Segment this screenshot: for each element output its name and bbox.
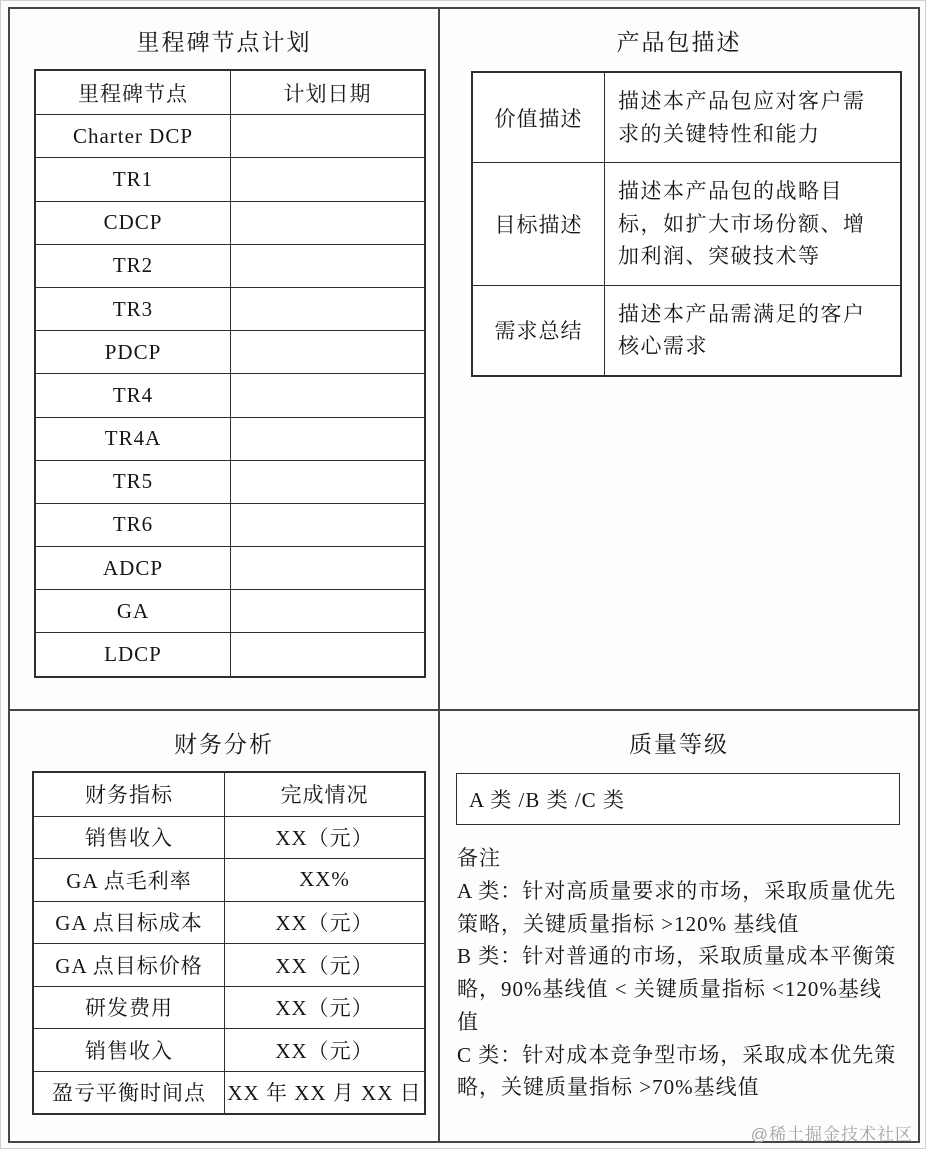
finance-indicator-label: GA 点毛利率 xyxy=(66,868,192,893)
finance-header-indicator: 财务指标 xyxy=(85,783,173,808)
plan-date-cell xyxy=(230,590,424,632)
milestone-node-label: PDCP xyxy=(104,339,162,364)
product-row-desc: 描述本产品包的战略目标，如扩大市场份额、增加利润、突破技术等 xyxy=(604,163,900,285)
table-row xyxy=(36,546,424,589)
section-quality xyxy=(440,711,918,1141)
plan-date-cell xyxy=(230,202,424,244)
milestone-section-title: 里程碑节点计划 xyxy=(136,30,312,55)
finance-indicator-label: 销售收入 xyxy=(85,826,173,851)
section-milestone-plan xyxy=(10,9,440,711)
plan-date-cell xyxy=(230,115,424,157)
milestone-node-label: Charter DCP xyxy=(72,123,194,148)
finance-value: XX（元） xyxy=(224,987,424,1029)
milestone-table xyxy=(34,69,426,678)
table-row xyxy=(36,503,424,546)
finance-header-row xyxy=(34,773,424,816)
product-row-label: 需求总结 xyxy=(494,319,583,344)
milestone-node-label: TR4 xyxy=(112,382,154,407)
finance-indicator-label: 研发费用 xyxy=(85,996,173,1021)
milestone-node-label: TR4A xyxy=(104,426,162,451)
plan-date-cell xyxy=(230,288,424,330)
finance-value: XX（元） xyxy=(224,1029,424,1071)
finance-indicator-label: 销售收入 xyxy=(85,1038,173,1063)
finance-value: XX（元） xyxy=(224,817,424,859)
milestone-node-label: TR2 xyxy=(112,253,154,278)
milestone-node-label: TR5 xyxy=(112,469,154,494)
plan-date-cell xyxy=(230,504,424,546)
quality-note-a: A 类：针对高质量要求的市场，采取质量优先策略，关键质量指标 >120% 基线值 xyxy=(457,878,897,936)
milestone-node-label: CDCP xyxy=(103,210,163,235)
quality-notes xyxy=(457,842,898,1104)
table-row xyxy=(36,589,424,632)
finance-table xyxy=(32,771,426,1115)
finance-indicator-label: GA 点目标成本 xyxy=(55,911,203,936)
milestone-header-date: 计划日期 xyxy=(230,71,424,114)
milestone-node-label: TR3 xyxy=(112,296,154,321)
milestone-node-label: GA xyxy=(116,598,150,623)
outer-frame xyxy=(8,7,920,1143)
finance-value: XX% xyxy=(224,859,424,901)
plan-date-cell xyxy=(230,633,424,675)
plan-date-cell xyxy=(230,245,424,287)
table-row xyxy=(36,373,424,416)
table-row xyxy=(36,201,424,244)
table-row xyxy=(36,632,424,675)
product-row-label: 目标描述 xyxy=(494,212,583,237)
plan-date-cell xyxy=(230,418,424,460)
table-row xyxy=(36,330,424,373)
table-row xyxy=(473,73,900,162)
finance-indicator-label: GA 点目标价格 xyxy=(55,953,203,978)
plan-date-cell xyxy=(230,331,424,373)
finance-value: XX（元） xyxy=(224,944,424,986)
table-row xyxy=(473,285,900,375)
quality-note-b: B 类：针对普通的市场，采取质量成本平衡策略，90%基线值 < 关键质量指标 <120%基线值 xyxy=(457,944,897,1034)
table-row xyxy=(34,1028,424,1071)
table-row xyxy=(36,287,424,330)
product-section-title: 产品包描述 xyxy=(616,30,742,55)
table-row xyxy=(34,986,424,1029)
watermark: @稀土掘金技术社区 xyxy=(750,1125,913,1144)
plan-date-cell xyxy=(230,158,424,200)
section-finance xyxy=(10,711,440,1141)
milestone-header-node: 里程碑节点 xyxy=(78,81,188,106)
table-row xyxy=(34,1071,424,1114)
plan-date-cell xyxy=(230,547,424,589)
finance-section-title: 财务分析 xyxy=(174,732,274,757)
product-row-label: 价值描述 xyxy=(494,106,583,131)
section-product-package xyxy=(440,9,918,711)
finance-value: XX 年 XX 月 XX 日 xyxy=(224,1072,424,1114)
table-row xyxy=(36,114,424,157)
finance-value: XX（元） xyxy=(224,902,424,944)
table-row xyxy=(36,157,424,200)
milestone-node-label: TR6 xyxy=(112,512,154,537)
quality-section-title: 质量等级 xyxy=(629,732,729,757)
table-row xyxy=(36,244,424,287)
table-row xyxy=(34,943,424,986)
table-row xyxy=(34,816,424,859)
plan-date-cell xyxy=(230,374,424,416)
milestone-node-label: TR1 xyxy=(112,166,154,191)
table-row xyxy=(36,460,424,503)
table-row xyxy=(34,901,424,944)
product-package-table xyxy=(471,71,902,377)
quality-note-title: 备注 xyxy=(457,846,501,870)
table-row xyxy=(473,162,900,285)
table-row xyxy=(34,858,424,901)
product-row-desc: 描述本产品包应对客户需求的关键特性和能力 xyxy=(604,73,900,162)
product-row-desc: 描述本产品需满足的客户核心需求 xyxy=(604,286,900,375)
milestone-node-label: LDCP xyxy=(104,642,162,667)
table-row xyxy=(36,417,424,460)
milestone-node-label: ADCP xyxy=(102,555,164,580)
quality-grade-box: A 类 /B 类 /C 类 xyxy=(456,773,900,825)
finance-header-status: 完成情况 xyxy=(224,773,424,816)
milestone-header-row xyxy=(36,71,424,114)
quality-note-c: C 类：针对成本竞争型市场，采取成本优先策略，关键质量指标 >70%基线值 xyxy=(457,1042,897,1100)
finance-indicator-label: 盈亏平衡时间点 xyxy=(52,1081,206,1106)
plan-date-cell xyxy=(230,461,424,503)
